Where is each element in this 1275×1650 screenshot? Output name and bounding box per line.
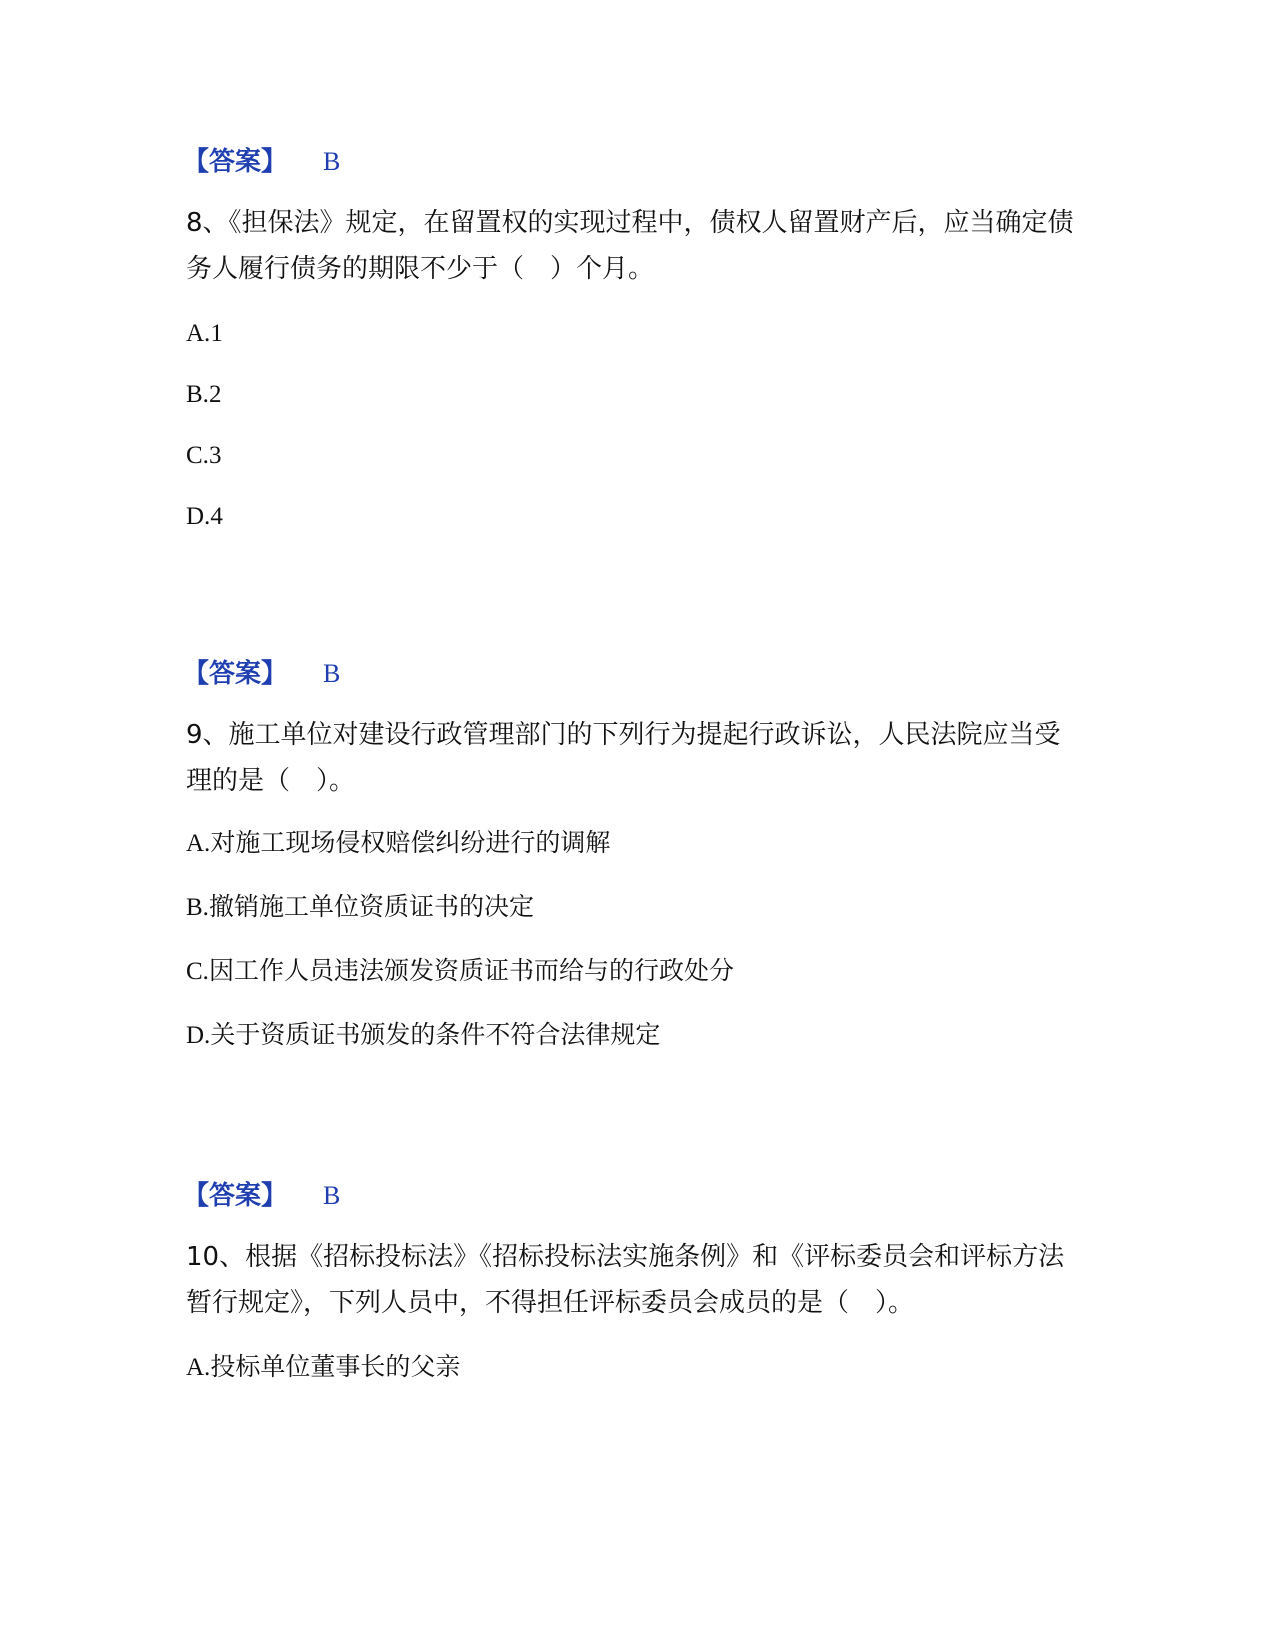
answer-label: 【答案】 [183,147,288,177]
option-letter: A. [186,1354,211,1381]
option-letter: B. [186,381,209,408]
question-stem: 9、施工单位对建设行政管理部门的下列行为提起行政诉讼，人民法院应当受理的是（ ）。 [186,720,1061,796]
answer-label: 【答案】 [183,1181,288,1211]
option-letter: C. [186,442,209,469]
answer-value: B [323,1181,341,1210]
option-c [186,438,221,473]
answer-line [183,1179,340,1213]
answer-line [183,145,340,179]
option-d [186,1018,660,1053]
option-letter: B. [186,894,209,921]
answer-label: 【答案】 [183,659,288,689]
answer-value: B [323,659,341,688]
option-letter: C. [186,958,209,985]
option-text: 3 [208,442,222,469]
option-letter: D. [186,503,211,530]
option-text: 2 [208,381,222,408]
question-stem: 8、《担保法》规定，在留置权的实现过程中，债权人留置财产后，应当确定债务人履行债务的期限不少于（ ）个月。 [186,208,1074,284]
option-text: 投标单位董事长的父亲 [210,1352,461,1381]
option-b [186,890,534,925]
question-stem: 10、根据《招标投标法》《招标投标法实施条例》和《评标委员会和评标方法暂行规定》，下列人员中，不得担任评标委员会成员的是（ ）。 [186,1242,1065,1318]
option-letter: A. [186,320,211,347]
option-text: 关于资质证书颁发的条件不符合法律规定 [210,1020,661,1049]
option-text: 因工作人员违法颁发资质证书而给与的行政处分 [208,956,734,985]
option-d [186,499,223,534]
answer-line [183,657,340,691]
option-a [186,1350,460,1385]
option-a [186,316,223,351]
option-letter: D. [186,1022,211,1049]
option-c [186,954,734,989]
option-text: 撤销施工单位资质证书的决定 [208,892,534,921]
option-b [186,377,221,412]
answer-value: B [323,147,341,176]
option-letter: A. [186,830,211,857]
option-a [186,826,610,861]
option-text: 4 [210,503,223,530]
option-text: 对施工现场侵权赔偿纠纷进行的调解 [210,828,611,857]
option-text: 1 [210,320,223,347]
